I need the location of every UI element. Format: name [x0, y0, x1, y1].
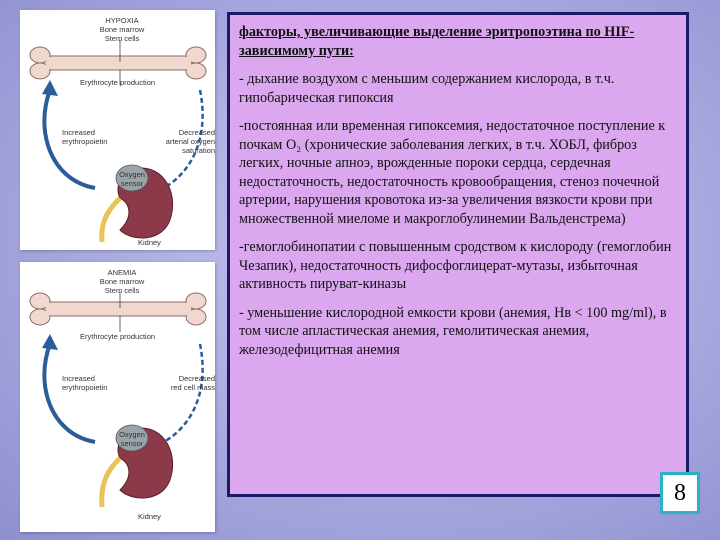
- erythropoietin-label: erythropoietin: [62, 383, 108, 392]
- stem-cells-label: Stem cells: [104, 34, 140, 43]
- slide-title: факторы, увеличивающие выделение эритропоэтина по HIF-зависимому пути:: [239, 24, 635, 59]
- anemia-diagram: [20, 262, 215, 532]
- stem-cells-label: Stem cells: [104, 286, 140, 295]
- bone-marrow-label: Bone marrow: [99, 25, 145, 34]
- increased-label: Increased: [62, 128, 95, 137]
- factor-item-2: -постоянная или временная гипоксемия, недостаточное поступление к почкам О₂ (хронические заболевания легких, в т.ч. ХОБЛ, фиброз легких, ночные апноэ, врожденные пороки сердца, сердечная недостаточность, недостаточность кровообращения, стеноз почечной артерии, нарушения кровотока из-за увеличения вязкости крови при множественной миеломе и макроглобулинемии Вальденстрема): [239, 118, 666, 227]
- arterial-oxygen-label: arterial oxygen: [165, 137, 215, 146]
- sensor-label: sensor: [120, 439, 144, 448]
- erythropoietin-label: erythropoietin: [62, 137, 108, 146]
- erythrocyte-production-label: Erythrocyte production: [80, 332, 156, 341]
- factor-item-1: - дыхание воздухом с меньшим содержанием кислорода, в т.ч. гипобарическая гипоксия: [239, 71, 615, 106]
- hypoxia-diagram: [20, 10, 215, 250]
- diagram-heading: ANEMIA: [107, 268, 137, 277]
- saturation-label: saturation: [182, 146, 215, 155]
- bone-icon: [30, 47, 206, 79]
- sensor-label: sensor: [120, 179, 144, 188]
- text-box: [227, 12, 689, 497]
- factor-item-3: -гемоглобинопатии с повышенным сродством к кислороду (гемоглобин Чезапик), недостаточность дифосфоглицерат-мутазы, избыточная активность пируват-киназы: [239, 239, 672, 292]
- factor-item-4: - уменьшение кислородной емкости крови (анемия, Нв < 100 mg/ml), в том числе апластическая анемия, гемолитическая анемия, железодефицитная анемия: [239, 304, 667, 358]
- kidney-label: Kidney: [138, 238, 161, 247]
- bone-icon: [30, 293, 206, 325]
- red-cell-mass-label: red cell mass: [170, 383, 215, 392]
- increased-label: Increased: [62, 374, 95, 383]
- decreased-label: Decreased: [178, 128, 215, 137]
- anemia-figure: [20, 262, 215, 532]
- oxygen-sensor-label: Oxygen: [119, 170, 145, 179]
- page-number-badge: 8: [660, 472, 700, 514]
- oxygen-sensor-label: Oxygen: [119, 430, 145, 439]
- bone-marrow-label: Bone marrow: [99, 277, 145, 286]
- kidney-label: Kidney: [138, 512, 161, 521]
- diagram-heading: HYPOXIA: [105, 16, 139, 25]
- decreased-label: Decreased: [178, 374, 215, 383]
- erythrocyte-production-label: Erythrocyte production: [80, 78, 156, 87]
